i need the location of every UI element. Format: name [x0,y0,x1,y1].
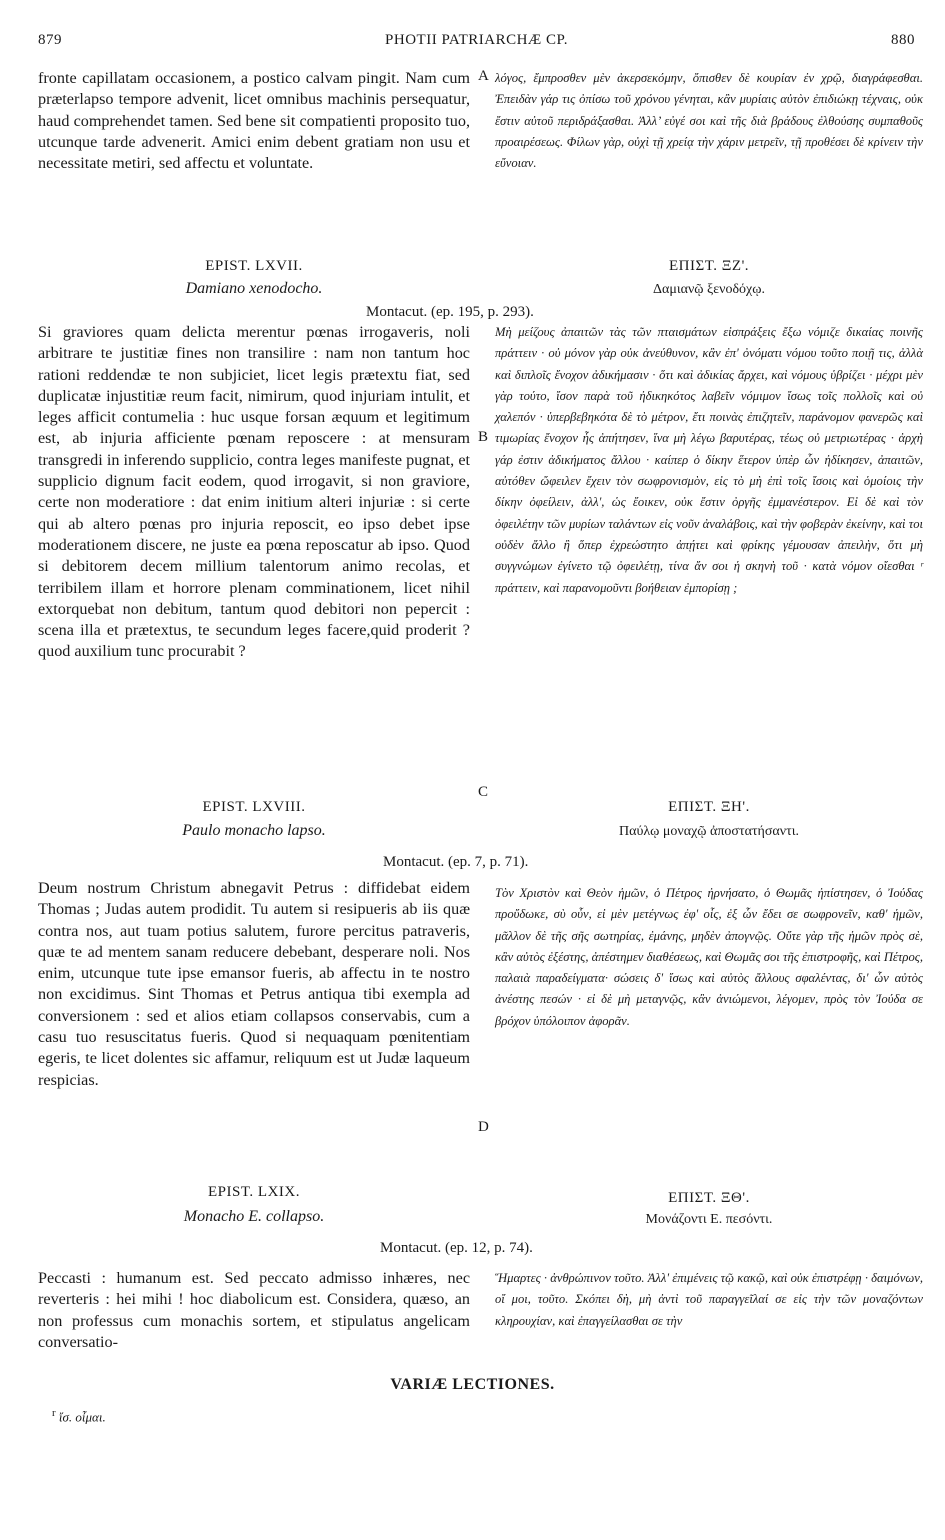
variant-reading-note [52,1407,106,1425]
epist-69-addressee-greek: Μονάζοντι Ε. πεσόντι. [645,1212,773,1227]
margin-marker-a: A [478,68,489,84]
right-page-number: 880 [891,32,915,48]
latin-paragraph: Si graviores quam delicta merentur pœnas irrogaveris, noli arbitrare te justitiæ fines non transilire : nam non tantum hoc rationi reddendæ te non subjiciet, licet legis prætextu fiat, sed duplicatæ injustitiæ reum facit, nimirum, quod injuriam intulit, et leges afficit contumelia : huc usque forsan æquum et legitimum est, ab injuria afficiente pœnam reposcere : at mensuram transgredi in inferendo supplicio, contra leges manifeste pugnat, et supplicio dignum facit eodem, quod irrogavit, si non graviore, certe non moderatiore : dat enim initium alteri injuriæ : si certe qui ab altero pœnas pro injuria reposcit, eo ipso debet ipse moderationem discere, ne juste ea pœna reposcatur ab ipso. Quod si debitorem decem millium talentorum animo recolas, et terribilem illam et horrore plenam comminationem, licet nihil extorquebat non debitum, tantum quod debitori non pepercit : scena illa et prætextus, te secundum leges facere,quid proderit ? quod auxilium tunc procurabit ? [38,323,470,661]
epist-69-source: Montacut. (ep. 12, p. 74). [380,1240,533,1256]
left-page-number: 879 [38,32,62,48]
running-title: PHOTII PATRIARCHÆ CP. [385,32,568,48]
greek-paragraph: Τὸν Χριστὸν καὶ Θεὸν ἡμῶν, ὁ Πέτρος ἠρνήσατο, ὁ Θωμᾶς ἠπίστησεν, ὁ Ἰούδας προὔδωκε, σὺ οὖν, εἰ μὲν μετέγνως ἐφ' οἷς, ἐξ ὧν ἔδει σε σωφρονεῖν, καθ' ἡμῶν, μᾶλλον δὲ τῆς σῆς σωτηρίας, ἐμάνης, μηδὲν ἀπογνῷς. Οὔτε γὰρ τῆς ἡμῶν πρὸς σὲ, κἂν αὐτὸς ἐξέστης, ἀπέστημεν διαθέσεως, καὶ Θωμᾶς σοι τῆς ἐπιστροφῆς, καὶ Πέτρος, παλαιὰ παραδείγματα· σώσεις δ' ἴσως καὶ αὐτὸς ἄλλους σφαλέντας, δι' ὧν αὐτὸς ἀνέστης πεσών · εἰ δὲ μὴ μεταγνῷς, κἂν ἀνιώμενοι, λέγομεν, πρὸς τὸν Ἰούδα σε βρόχον ὑπόλοιπον ἀφορᾶν. [495,886,923,1028]
epist-67-addressee-latin: Damiano xenodocho. [185,280,323,297]
latin-paragraph: Deum nostrum Christum abnegavit Petrus : diffidebat eidem Thomas ; Judas autem prodidit. Tu autem si resipueris ab iis quæ contra nos, aut tuam potius salutem, furore percitus patraveris, quæ te ad mentem sanam reducere debebant, desperare noli. Nos enim, utcunque tute ipse emansor fueris, ab affectu in te nostro non excidimus. Sint Thomas et Petrus antiqua tibi exempla ad conversionem : sed et alios etiam collapsos conservabis, cum a casu tuo resuscitatus fueris. Quod si nequaquam pœnitentiam egeris, te licet dolentes sic affamur, reliquum est ut Judæ laqueum respicias. [38,879,470,1089]
greek-paragraph: λόγος, ἔμπροσθεν μὲν ἀκερσεκόμην, ὄπισθεν δὲ κουρίαν ἐν χρῷ, διαγράφεσθαι. Ἐπειδὰν γάρ τις ὀπίσω τοῦ χρόνου γένηται, κἂν μυρίαις αὐτὸν ἐπιδιώκῃ τέχναις, οὐκ ἔστιν αὐτοῦ περιδράξασθαι. Ἀλλ’ εὐγέ σοι καὶ τῆς διὰ βράδους ἐλθούσης συμπαθοῦς προαιρέσεως. Φίλων γὰρ, οὐχὶ τῇ χρείᾳ τὴν χάριν μετρεῖν, τῇ προθέσει δὲ κρίνειν τὴν εὔνοιαν. [495,71,923,171]
footnote-text: ἴσ. οἶμαι. [58,1409,106,1425]
latin-text-block-69 [38,1268,470,1353]
epist-67-title-greek: ΕΠΙΣΤ. ΞΖ'. [668,258,750,274]
margin-marker-d: D [478,1119,489,1135]
page-header [38,32,915,54]
greek-paragraph: Μὴ μείζους ἀπαιτῶν τὰς τῶν πταισμάτων εἰσπράξεις ἔξω νόμιζε δικαίας ποινῆς πράττειν · οὐ μόνον γὰρ οὐκ ἀνεύθυνον, κἂν ἐπ' ὀνόματι νόμου τοῦτο ποιῇ τις, ἀλλὰ καὶ διπλοῖς ἔνοχον ἀδικήμασιν · ὅτι καὶ ἀδικίας ἄρχει, καὶ νόμους ὑβρίζει · μέχρι μὲν γὰρ τούτο, ἴσον παρὰ τοῦ ἠδικηκότος λαβεῖν νόμιμον ἴσως τοῖς πολλοῖς καὶ οὐ χαλεπόν · ὑπερβεβηκότα δὲ τὸ μέτρον, ἔτι ποινὰς ἐπιζητεῖν, παράνομον φανερῶς καὶ τιμωρίας ἔνοχον ἧς ἀπήτησεν, ἵνα μὴ λέγω βαρυτέρας, τέως οὐ μετριωτέρας · ἀρχὴ γάρ ἐστιν ἀδικήματος ἄλλου · καίπερ ὁ δίκην ἕτερον ὑπὲρ ὧν ἠδίκησεν, ἀπαιτῶν, αὐτόθεν ὤφειλεν ἔχειν τὸν σωφρονισμὸν, εἰς τὸ μὴ ἐπὶ τοῖς ἴσοις καὶ ὁμοίοις τὴν δίκην ὀφείλειν, ἀλλ', ὡς ἔοικεν, οὐκ ἔστιν ὀργῆς ἐμμανέστερον. Εἰ δὲ καὶ τὸν ὀφειλέτην τῶν μυρίων ταλάντων εἰς νοῦν ἀναλάβοις, καὶ τὴν φοβερὰν ἐκείνην, καὶ τοι οὐδὲν ἄλλο ἢ ὅπερ ἐχρεώστητο ἀπῄτει καὶ φρίκης γέμουσαν ἀπειλὴν, ὅτι μὴ συγγνώμων ἐγίνετο τῷ ὀφειλέτῃ, τίνα ἄν σοι ἡ σκηνὴ τοῦ · κατὰ νόμον οἴεσθαι ʳ πράττειν, καὶ παρανομοῦντι βοήθειαν ἐμπορίσῃ ; [495,325,923,595]
latin-text-block-67 [38,322,470,663]
margin-marker-c: C [478,784,489,800]
latin-paragraph: Peccasti : humanum est. Sed peccato admisso inhæres, nec reverteris : hei mihi ! hoc diabolicum est. Considera, quæso, an non professus cum monachis sortem, et stipulatus angelicam conversatio- [38,1269,470,1351]
greek-text-block-69 [495,1268,923,1332]
epist-69-addressee-latin: Monacho E. collapso. [183,1208,325,1225]
epist-69-title-latin: EPIST. LXIX. [208,1184,300,1200]
latin-text-block-1 [38,68,470,174]
epist-67-source: Montacut. (ep. 195, p. 293). [366,304,534,320]
greek-text-block-1 [495,68,923,174]
epist-68-source: Montacut. (ep. 7, p. 71). [383,854,529,870]
epist-69-title-greek: ΕΠΙΣΤ. ΞΘ'. [668,1190,750,1206]
variae-lectiones-heading: VARIÆ LECTIONES. [390,1376,555,1393]
latin-text-block-68 [38,878,470,1091]
epist-68-title-greek: ΕΠΙΣΤ. ΞΗ'. [668,799,750,815]
epist-67-title-latin: EPIST. LXVII. [205,258,303,274]
greek-text-block-68 [495,883,923,1032]
greek-text-block-67 [495,322,923,599]
epist-67-addressee-greek: Δαμιανῷ ξενοδόχῳ. [653,282,765,297]
epist-68-addressee-greek: Παύλῳ μοναχῷ ἀποστατήσαντι. [619,824,799,839]
margin-marker-b: B [478,429,489,445]
epist-68-addressee-latin: Paulo monacho lapso. [182,822,326,839]
footnote-marker: r [52,1407,56,1419]
greek-paragraph: Ἥμαρτες · ἀνθρώπινον τοῦτο. Ἀλλ' ἐπιμένεις τῷ κακῷ, καὶ οὐκ ἐπιστρέφῃ · δαιμόνων, οἴ μοι, τοῦτο. Σκόπει δὴ, μὴ ἀντὶ τοῦ παραγγεῖλαί σε εἰς τὴν τῶν μοναζόντων κληρουχίαν, καὶ ἐπαγγείλασθαι σε τὴν [495,1271,923,1328]
latin-paragraph: fronte capillatam occasionem, a postico calvam pingit. Nam cum præterlapso tempore advenit, licet omnibus machinis persequatur, haud comprehendet tamen. Sed bene sit compatienti proposito tuo, utcunque tarde advenerit. Amici enim debent gratiam non usu et necessitate metiri, sed affectu et voluntate. [38,69,470,173]
epist-68-title-latin: EPIST. LXVIII. [202,799,306,815]
